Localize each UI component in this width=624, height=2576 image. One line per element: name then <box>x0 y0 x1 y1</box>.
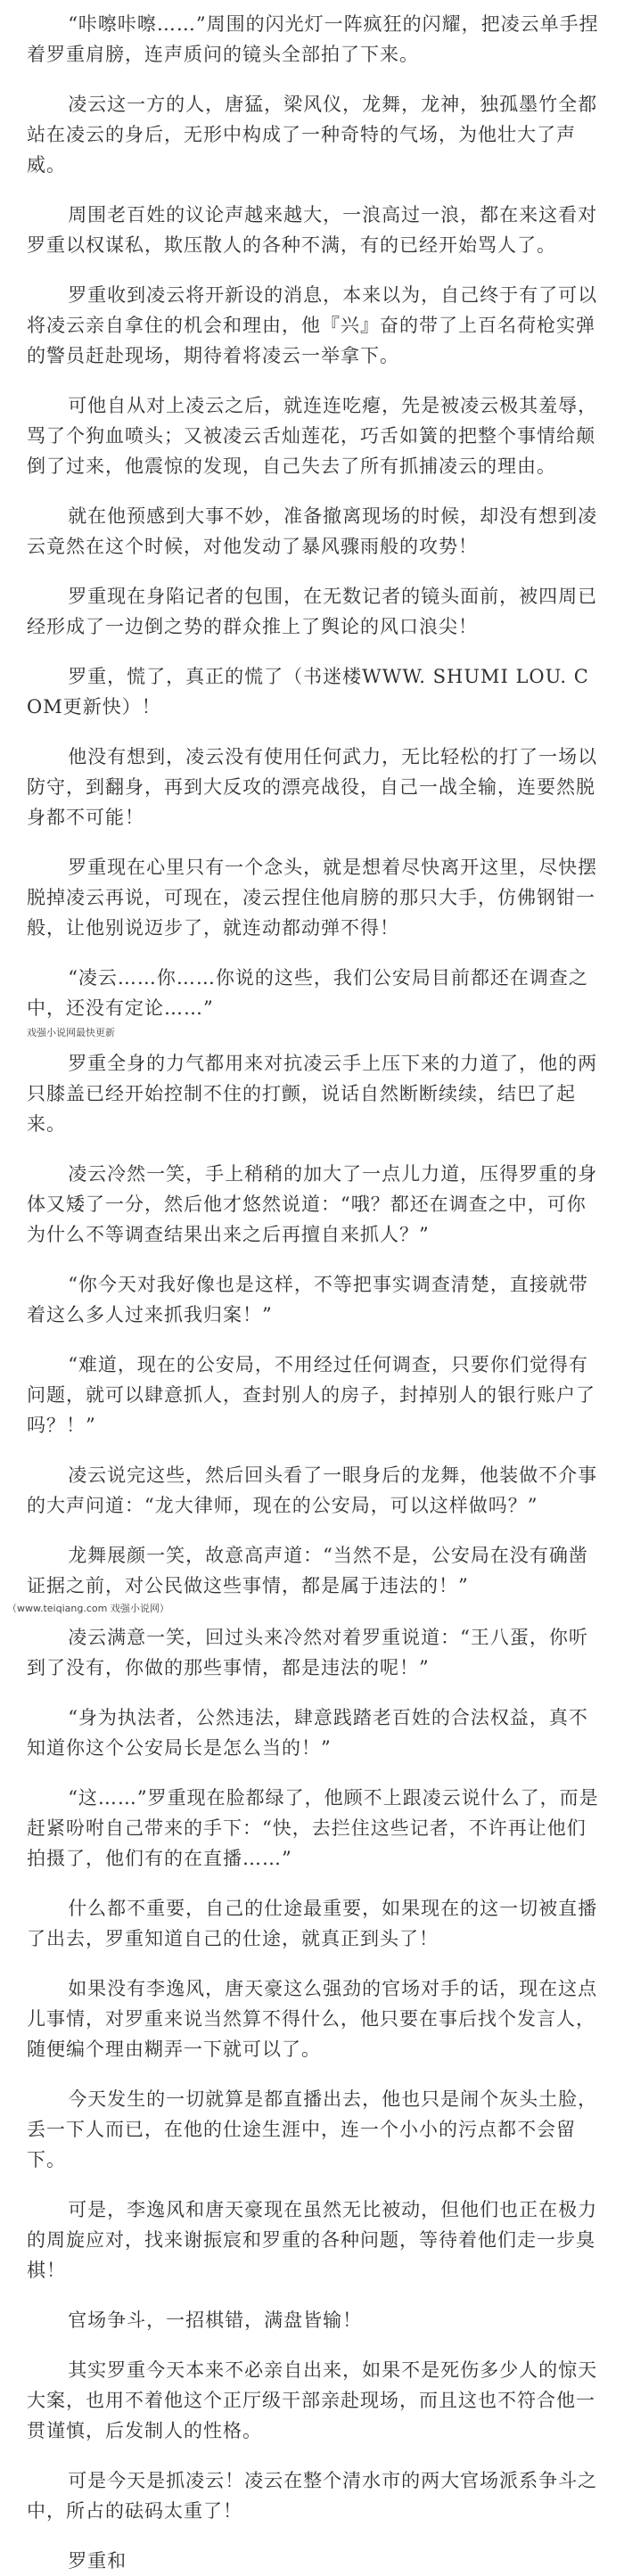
paragraph: 凌云冷然一笑，手上稍稍的加大了一点儿力道，压得罗重的身体又矮了一分，然后他才悠然说道：“哦？都还在调查之中，可你为什么不等调查结果出来之后再擅自来抓人？” <box>27 1163 598 1245</box>
paragraph: “凌云……你……你说的这些，我们公安局目前都还在调查之中，还没有定论……” <box>27 967 588 1019</box>
paragraph: 罗重现在身陷记者的包围，在无数记者的镜头面前，被四周已经形成了一边倒之势的群众推上了舆论的风口浪尖！ <box>27 586 598 637</box>
paragraph: 如果没有李逸风，唐天豪这么强劲的官场对手的话，现在这点儿事情，对罗重来说当然算不得什么，他只要在事后找个发言人，随便编个理由糊弄一下就可以了。 <box>27 1978 598 2060</box>
paragraph-trailing: 罗重和 <box>68 2550 127 2572</box>
paragraph: 罗重全身的力气都用来对抗凌云手上压下来的力道了，他的两只膝盖已经开始控制不住的打颤，说话自然断断续续，结巴了起来。 <box>27 1053 598 1135</box>
site-watermark-url: （www.teiqiang.com 戏强小说网） <box>7 1603 169 1614</box>
paragraph: 今天发生的一切就算是都直播出去，他也只是闹个灰头土脸，丢一下人而已，在他的仕途生涯中，连一个小小的污点都不会留下。 <box>27 2088 598 2170</box>
paragraph: 罗重收到凌云将开新设的消息，本来以为，自己终于有了可以将凌云亲自拿住的机会和理由，他『兴』奋的带了上百名荷枪实弹的警员赶赴现场，期待着将凌云一举拿下。 <box>27 284 598 366</box>
paragraph: 其实罗重今天本来不必亲自出来，如果不是死伤多少人的惊天大案，也用不着他这个正厅级干部亲赴现场，而且这也不符合他一贯谨慎，后发制人的性格。 <box>27 2359 598 2441</box>
paragraph: 罗重现在心里只有一个念头，就是想着尽快离开这里，尽快摆脱掉凌云再说，可现在，凌云捏住他肩膀的那只大手，仿佛钢钳一般，让他别说迈步了，就连动都动弹不得！ <box>27 857 598 939</box>
paragraph: 凌云说完这些，然后回头看了一眼身后的龙舞，他装做不介事的大声问道：“龙大律师，现在的公安局，可以这样做吗？” <box>27 1464 598 1516</box>
paragraph: 可是，李逸风和唐天豪现在虽然无比被动，但他们也正在极力的周旋应对，找来谢振宸和罗重的各种问题，等待着他们走一步臭棋！ <box>27 2199 598 2281</box>
paragraph: “这……”罗重现在脸都绿了，他顾不上跟凌云说什么了，而是赶紧吩咐自己带来的手下：“快，去拦住这些记者，不许再让他们拍摄了，他们有的在直播……” <box>27 1787 599 1869</box>
paragraph: 他没有想到，凌云没有使用任何武力，无比轻松的打了一场以防守，到翻身，再到大反攻的漂亮战役，自己一战全输，连要然脱身都不可能！ <box>27 746 598 828</box>
paragraph: 就在他预感到大事不妙，准备撤离现场的时候，却没有想到凌云竟然在这个时候，对他发动了暴风骤雨般的攻势！ <box>27 505 598 557</box>
paragraph: 龙舞展颜一笑，故意高声道：“当然不是，公安局在没有确凿证据之前，对公民做这些事情，都是属于违法的！” <box>27 1545 588 1596</box>
paragraph: “身为执法者，公然违法，肆意践踏老百姓的合法权益，真不知道你这个公安局长是怎么当的！” <box>27 1707 588 1759</box>
paragraph: “咔嚓咔嚓……”周围的闪光灯一阵疯狂的闪耀，把凌云单手捏着罗重肩膀，连声质问的镜头全部拍了下来。 <box>27 13 599 65</box>
paragraph: 凌云满意一笑，回过头来冷然对着罗重说道：“王八蛋，你听到了没有，你做的那些事情，都是违法的呢！” <box>27 1627 588 1678</box>
paragraph: 官场争斗，一招棋错，满盘皆输！ <box>68 2309 363 2331</box>
paragraph: 什么都不重要，自己的仕途最重要，如果现在的这一切被直播了出去，罗重知道自己的仕途，就真正到头了！ <box>27 1898 598 1949</box>
paragraph: “你今天对我好像也是这样，不等把事实调查清楚，直接就带着这么多人过来抓我归案！” <box>27 1274 588 1325</box>
paragraph: 可他自从对上凌云之后，就连连吃瘪，先是被凌云极其羞辱，骂了个狗血喷头；又被凌云舌灿莲花，巧舌如簧的把整个事情给颠倒了过来，他震惊的发现，自己失去了所有抓捕凌云的理由。 <box>27 395 598 477</box>
paragraph: “难道，现在的公安局，不用经过任何调查，只要你们觉得有问题，就可以肆意抓人，查封别人的房子，封掉别人的银行账户了吗？！” <box>27 1354 595 1436</box>
paragraph: 罗重，慌了，真正的慌了（书迷楼WWW. SHUMI LOU. COM更新快）！ <box>27 666 589 718</box>
paragraph: 周围老百姓的议论声越来越大，一浪高过一浪，都在来这看对罗重以权谋私，欺压散人的各种不满，有的已经开始骂人了。 <box>27 204 598 256</box>
paragraph: 凌云这一方的人，唐猛，梁风仪，龙舞，龙神，独孤墨竹全都站在凌云的身后，无形中构成了一种奇特的气场，为他壮大了声威。 <box>27 94 598 176</box>
paragraph: 可是今天是抓凌云！凌云在整个清水市的两大官场派系争斗之中，所占的砝码太重了！ <box>27 2470 598 2522</box>
site-watermark-note: 戏强小说网最快更新 <box>27 1027 115 1038</box>
